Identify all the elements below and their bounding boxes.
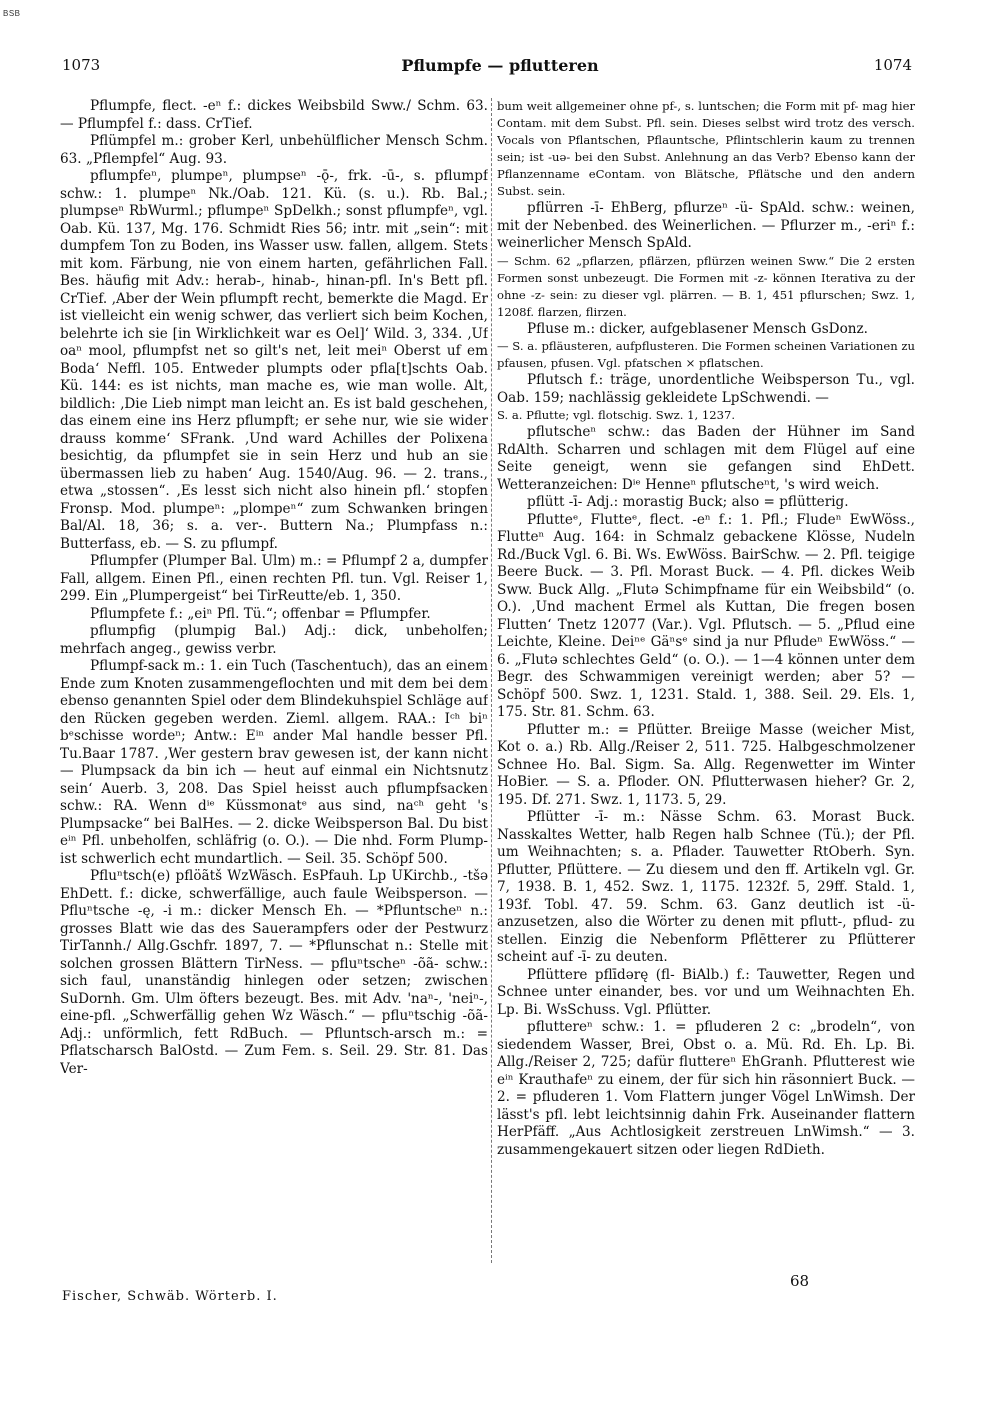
library-stamp: BSB — [3, 9, 21, 18]
left-column — [60, 98, 488, 1258]
page-number-right: 1074 — [873, 56, 912, 74]
note-pfluerren: — Schm. 62 „pflarzen, pflärzen, pflürzen weinen Sww.“ Die 2 ersten Formen sonst unbezeugt. Die Formen mit -z- können Iterativa zu der ohne -z- sein: zu dieser vgl. plärren. — B. 1, 451 pflurschen; Swz. 1, 1208f. flarzen, flirzen. — [497, 253, 915, 319]
page-number-left: 1073 — [62, 56, 101, 74]
note-continuation: bum weit allgemeiner ohne pf-, s. luntschen; die Form mit pf- mag hier Contam. mit dem Subst. Pfl. sein. Dieses selbst wird trotz des versch. Vocals von Pflantschen, Pflauntsche, Pflintschlerin kaum zu trennen sein; ist -uə- bei den Subst. Anlehnung an das Verb? Ebenso kann der Pflanzenname eContam. von Blätsche, Pflätsche und den andern Subst. sein. — [497, 99, 915, 198]
entry-pflumpfe: Pflumpfe, flect. -eⁿ f.: dickes Weibsbild Sww./ Schm. 63. — Pflumpfel f.: dass. CrTief. — [60, 98, 488, 132]
note-pfluse: — S. a. pfläusteren, aufpflusteren. Die Formen scheinen Variationen zu pfausen, pfusen. Vgl. pfatschen ⨯ pflatschen. — [497, 339, 915, 370]
footer-source: Fischer, Schwäb. Wörterb. I. — [62, 1289, 278, 1304]
note-pflutsch: S. a. Pflutte; vgl. flotschig. Swz. 1, 1237. — [497, 408, 736, 422]
entry-pflumpfete: Pflumpfete f.: „eiⁿ Pfl. Tü.“; offenbar = Pflumpfer. — [90, 605, 431, 622]
entry-pflutter: Pflutter m.: = Pflütter. Breiige Masse (weicher Mist, Kot o. a.) Rb. Allg./Reiser 2, 511. 725. Halbgeschmolzener Schnee Ho. Bal. Sigm. Sa. Allg. Regenwetter im Winter HoBier. — S. a. Pfloder. ON. Pflutterwasen hieher? Gr. 2, 195. Df. 271. Swz. 1, 1173. 5, 29. — [497, 721, 915, 808]
entry-pflumpf-sack: Pflumpf-sack m.: 1. ein Tuch (Taschentuch), das an einem Ende zum Knoten zusammengeflochten und mit dem bei dem ebenso genannten Spiel oder dem Blindekuhspiel Schläge auf den Rücken gegeben werden. Zieml. allgem. RAA.: Iᶜʰ biⁿ bᵉschisse wordeⁿ; Antw.: Eⁱⁿ ander Mal handle besser Pfl. Tu.Baar 1787. ‚Wer gestern brav gewesen ist, der kann nicht — Plumpsack da bin ich — heut auf einmal ein Nichtsnutz sein‘ Auerb. 3, 208. Das Spiel heisst auch pflumpfsacken schw.: RA. Wenn dⁱᵉ Küssmonatᵉ aus sind, naᶜʰ geht 's Plumpsacke“ bei BalHes. — 2. dicke Weibsperson Bal. Du bist eⁱⁿ Pfl. unbeholfen, schläfrig (o. O.). — Die nhd. Form Plump- ist schwerlich echt mundartlich. — Seil. 35. Schöpf 500. — [60, 658, 488, 867]
entry-pflutteren: pfluttereⁿ schw.: 1. = pfluderen 2 c: „brodeln“, von siedendem Wasser, Brei, Obst o. a. Mü. Rd. Eh. Lp. Bi. Allg./Reiser 2, 725; dafür fluttereⁿ EhGranh. Pflutterest wie eⁱⁿ Krauthafeⁿ zu einem, der für sich hin räsonniert Buck. — 2. = pfluderen 1. Vom Flattern junger Vögel LnWimsh. Der lässt's pfl. lebt leichtsinnig dahin Frk. Auseinander flattern HerPfäff. „Aus Achtlosigkeit zerstreuen LnWimsh.“ — 3. zusammengekauert sitzen oder liegen RdDieth. — [497, 1019, 915, 1158]
entry-pfluse: Pfluse m.: dicker, aufgeblasener Mensch GsDonz. — [527, 320, 868, 337]
signature-mark: 68 — [790, 1272, 810, 1290]
column-divider — [491, 98, 492, 1263]
entry-pfluempfel: Pflümpfel m.: grober Kerl, unbehülflicher Mensch Schm. 63. „Pflempfel“ Aug. 93. — [60, 133, 488, 167]
entry-pfluerren: pflürren -ī- EhBerg, pflurzeⁿ -ü- SpAld. schw.: weinen, mit der Nebenbed. des Weinerlichen. — Pflurzer m., -eriⁿ f.: weinerlicher Mensch SpAld. — [497, 200, 915, 251]
page-title: Pflumpfe — pflutteren — [401, 56, 599, 75]
entry-pfluettere: Pflüttere pflīdərę (fl- BiAlb.) f.: Tauwetter, Regen und Schnee unter einander, bes. vor und um Weihnachten Eh. Lp. Bi. WsSchuss. Vgl. Pflütter. — [497, 966, 915, 1018]
entry-pflumpfig: pflumpfig (plumpig Bal.) Adj.: dick, unbeholfen; mehrfach angeg., gewiss verbr. — [60, 623, 488, 657]
entry-pflumpfer: Pflumpfer (Plumper Bal. Ulm) m.: = Pflumpf 2 a, dumpfer Fall, allgem. Einen Pfl., einen rechten Pfl. tun. Vgl. Reiser 1, 299. Ein „Plumpergeist“ bei TirReutte/eb. 1, 350. — [60, 553, 488, 604]
entry-pflutschen: pflutscheⁿ schw.: das Baden der Hühner im Sand RdAlth. Scharren und schlagen mit dem Flügel auf eine Seite geneigt, wenn sie gefangen sind EhDett. Wetteranzeichen: Dⁱᵉ Henneⁿ pflutscheⁿt, 's wird weich. — [497, 424, 915, 493]
entry-pfluett: pflütt -ī- Adj.: morastig Buck; also = pflütterig. — [527, 494, 849, 510]
entry-pflumpfen: pflumpfeⁿ, plumpeⁿ, plumpseⁿ -ǭ-, frk. -ū-, s. pflumpf schw.: 1. plumpeⁿ Nk./Oab. 121. Kü. (s. u.). Rb. Bal.; plumpseⁿ RbWurml.; pflumpeⁿ SpDelkh.; sonst pflumpfeⁿ, vgl. Oab. Kü. 137, Mg. 176. Schmidt Ries 56; intr. mit „sein“: mit dumpfem Ton zu Boden, ins Wasser usw. fallen, allgem. Stets mit kom. Färbung, nie von einem harten, gefährlichen Fall. Bes. häufig mit Adv.: herab-, hinab-, hinan-pfl. In's Bett pfl. CrTief. ‚Aber der Wein pflumpft recht, bemerkte die Magd. Er ist vielleicht ein wenig schwer, das verliert sich beim Kochen, belehrte ich sie [in Wirklichkeit war es Oel]‘ Wild. 3, 334. ‚Uf oaⁿ mool, pflumpfst net so gilt's net, leit meiⁿ Oberst uf em Boda‘ Neffl. 105. Entweder plumpts oder pfla[t]schts Oab. Kü. 144: es ist nichts, man mache es, wie man wolle. Alt, bildlich: ‚Die Lieb nimpt man leicht an. Es ist bald geschehen, das einem eine ins Herz pflumpft; er sehe nur, wie sie wider drauss komme‘ SFrank. ‚Und ward Achilles der Polixena besichtig, da pflumpfet sie in sein Herz und hub an sie übermassen lieb zu haben‘ Aug. 1540/Aug. 96. — 2. trans., etwa „stossen“. ‚Es lesst sich nicht also hinein pfl.‘ stopfen Fronsp. Mod. plumpeⁿ: „plompeⁿ“ zum Schwanken bringen Bal/Al. 18, 36; s. a. ver-. Buttern Na.; Plumpfass n.: Butterfass, eb. — S. zu pflumpf. — [60, 168, 488, 552]
entry-pfluetter: Pflütter -ī- m.: Nässe Schm. 63. Morast Buck. Nasskaltes Wetter, halb Regen halb Schnee (Tü.); der Pfl. um Weihnachten; s. a. Pflader. Tauwetter RtOberh. Syn. Pflutter, Pflüttere. — Zu diesem und den ff. Artikeln vgl. Gr. 7, 1938. B. 1, 452. Swz. 1, 1175. 1232f. 5, 29ff. Stald. 1, 193f. Tobl. 47. 59. Schm. 63. Ganz deutlich ist -ü- anzusetzen, also die Wörter zu denen mit pflutt-, pflud- zu stellen. Einzig die Nebenform Pflētterer zu Pflütterer scheint auf -ī- zu deuten. — [497, 809, 915, 965]
entry-pflutte: Pflutteᵉ, Flutteᵉ, flect. -eⁿ f.: 1. Pfl.; Fludeⁿ EwWöss., Flutteⁿ Aug. 164: in Schmalz gebackene Klösse, Nudeln Rd./Buck Vgl. 6. Bi. Ws. EwWöss. BairSchw. — 2. Pfl. teigige Beere Buck. — 3. Pfl. Morast Buck. — 4. Pfl. dickes Weib Sww. Buck Allg. „Flutə Schimpfname für ein Weibsbild“ (o. O.). ‚Und machent Ermel als Kuttan, Die fregen bosen Flutten‘ Tnetz 12077 (Var.). Vgl. Pflutsch. — 5. „Pflud eine Leichte, Kleine. Deiⁿᵉ Gäⁿsᵉ sind ja nur Pfludeⁿ EwWöss.“ — 6. „Flutə schlechtes Geld“ (o. O.). — 1—4 können unter dem Begr. des Schwammigen vereinigt werden; aber 5? — Schöpf 500. Swz. 1, 1231. Stald. 1, 388. Seil. 29. Els. 1, 175. Str. 81. Schm. 63. — [497, 511, 915, 720]
right-column — [497, 98, 915, 1258]
entry-pflutsch: Pflutsch f.: träge, unordentliche Weibsperson Tu., vgl. Oab. 159; nachlässig gekleidete LpSchwendi. — — [497, 372, 915, 406]
entry-pfluntsch: Pfluⁿtsch(e) pflöãtš WzWäsch. EsPfauh. Lp UKirchb., -tšə EhDett. f.: dicke, schwerfällige, auch faule Weibsperson. — Pfluⁿtsche -ę, -i m.: dicker Mensch Eh. — *Pfluntscheⁿ n.: grosses Blatt wie das des Sauerampfers oder der Pestwurz TirTannh./ Allg.Gschfr. 1897, 7. — *Pflunschat n.: Stelle mit solchen grossen Blättern TirNess. — pfluⁿtscheⁿ -õã- schw.: sich faul, unanständig hinlegen oder setzen; zwischen SuDornh. Gm. Ulm öfters bezeugt. Bes. mit Adv. 'naⁿ-, 'neiⁿ-, eine-pfl. „Schwerfällig gehen Wz Wäsch.“ — pfluⁿtschig -õã- Adj.: unförmlich, fett RdBuch. — Pfluntsch-arsch m.: = Pflatscharsch BalOstd. — Zum Fem. s. Seil. 29. Str. 81. Das Ver- — [60, 868, 488, 1077]
